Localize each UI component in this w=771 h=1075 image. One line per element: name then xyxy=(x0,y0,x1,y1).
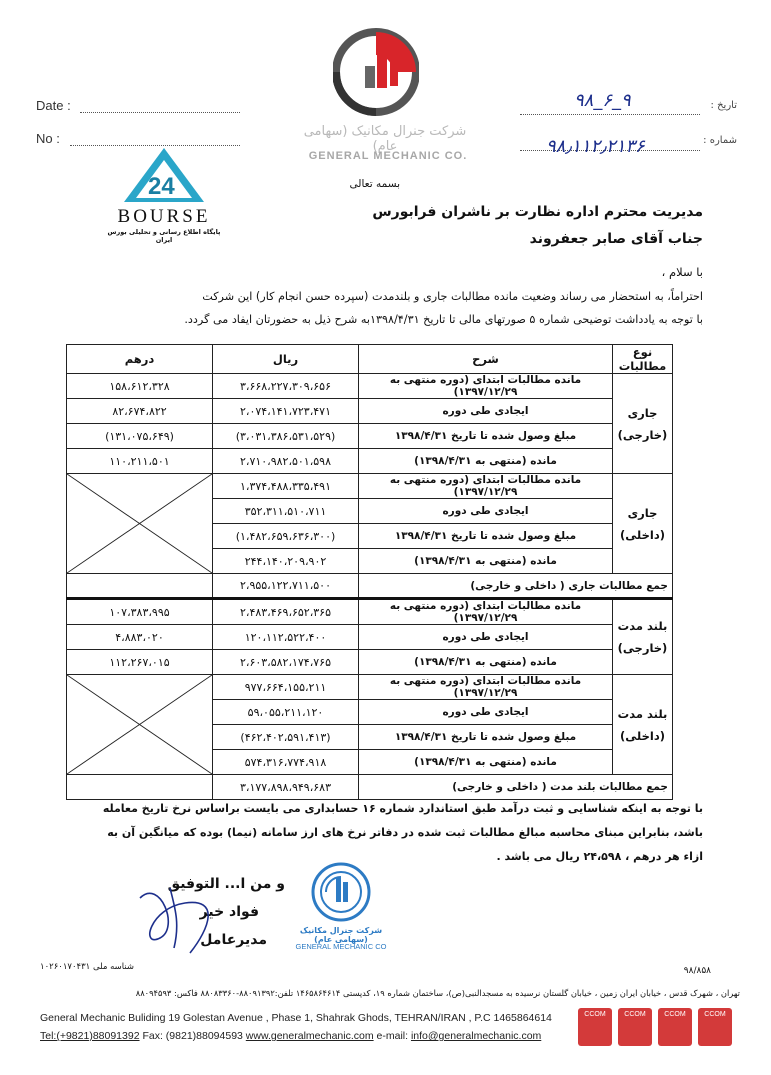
national-id xyxy=(40,962,134,972)
signature xyxy=(130,868,220,958)
total-longterm-rial: ۳،۱۷۷،۸۹۸،۹۴۹،۶۸۳ xyxy=(213,775,359,800)
bismillah: بسمه تعالی xyxy=(349,178,400,190)
bourse-name: BOURSE xyxy=(117,206,211,227)
address-fa: تهران ، شهرک قدس ، خیابان ایران زمین ، خیابان گلستان نرسیده به مسجدالنبی(ص)، ساختمان شماره ۱۹، کدپستی ۱۴۶۵۸۶۴۶۱۴ تلفن:۸۸۰۹۱۳۹۲-۸۸۰۸۳۳۶۰ فاکس: ۸۸۰۹۴۵۹۳ xyxy=(135,988,740,998)
bourse-logo-icon xyxy=(104,146,224,204)
cross-out-icon xyxy=(67,675,212,774)
row-rial: ۲،۷۱۰،۹۸۲،۵۰۱،۵۹۸ xyxy=(213,449,359,474)
handwritten-number: ۹۸٫۱۱۲٫۲۱۳۶ xyxy=(546,136,645,157)
tawfiq: و من ا... التوفیق xyxy=(167,876,285,892)
crossed-out-cell xyxy=(67,675,213,775)
company-name-en: GENERAL MECHANIC CO. xyxy=(308,150,468,162)
row-rial: ۳۵۲،۳۱۱،۵۱۰،۷۱۱ xyxy=(213,499,359,524)
header-dirham: درهم xyxy=(67,345,213,374)
row-desc: ایجادی طی دوره xyxy=(359,625,613,650)
row-desc: ایجادی طی دوره xyxy=(359,499,613,524)
cross-out-icon xyxy=(67,474,212,573)
cert-badges xyxy=(578,1008,732,1046)
header-type: نوع مطالبات xyxy=(613,345,673,374)
row-desc: مبلغ وصول شده تا تاریخ ۱۳۹۸/۴/۳۱ xyxy=(359,524,613,549)
row-rial: ۳،۶۶۸،۲۲۷،۳۰۹،۶۵۶ xyxy=(213,374,359,399)
address-en: General Mechanic Buliding 19 Golestan Avenue , Phase 1, Shahrak Ghods, TEHRAN/IRAN , P.C 1465864614 xyxy=(40,1012,552,1024)
closing-line-1: با توجه به اینکه شناسایی و ثبت درآمد طبق استاندارد شماره ۱۶ حسابداری می بایست براساس نرخ تاریخ معامله xyxy=(102,802,703,815)
row-desc: مانده مطالبات ابتدای (دوره منتهی به ۱۳۹۷/۱۲/۲۹) xyxy=(359,675,613,700)
row-dirham: ۱۵۸،۶۱۲،۳۲۸ xyxy=(67,374,213,399)
table-row xyxy=(67,449,673,474)
type-current-domestic: جاری (داخلی) xyxy=(613,474,673,574)
table-total-row xyxy=(67,574,673,599)
table-row xyxy=(67,424,673,449)
row-rial: ۵۷۴،۳۱۶،۷۷۴،۹۱۸ xyxy=(213,750,359,775)
contact-line xyxy=(40,1030,541,1042)
row-dirham: ۱۱۰،۲۱۱،۵۰۱ xyxy=(67,449,213,474)
row-rial: ۲،۰۷۴،۱۴۱،۷۲۳،۴۷۱ xyxy=(213,399,359,424)
row-desc: ایجادی طی دوره xyxy=(359,399,613,424)
intro-line-1: احتراماً، به استحضار می رساند وضعیت مانده مطالبات جاری و بلندمدت (سپرده حسن انجام کار) این شرکت xyxy=(202,290,703,303)
stamp-text-fa: شرکت جنرال مکانیک (سهامی عام) xyxy=(299,926,383,944)
handwritten-date: ۹۸_۶_۹ xyxy=(574,90,631,111)
bourse-watermark xyxy=(104,146,224,244)
greeting: با سلام ، xyxy=(661,265,703,279)
table-row xyxy=(67,374,673,399)
company-stamp xyxy=(286,860,396,970)
row-rial: ۵۹،۰۵۵،۲۱۱،۱۲۰ xyxy=(213,700,359,725)
national-id-value: ۱۰۲۶۰۱۷۰۴۳۱ xyxy=(40,962,91,972)
row-dirham: ۱۰۷،۳۸۳،۹۹۵ xyxy=(67,599,213,625)
email-label: e-mail: xyxy=(376,1030,409,1042)
row-dirham: ۸۲،۶۷۴،۸۲۲ xyxy=(67,399,213,424)
row-desc: مانده (منتهی به ۱۳۹۸/۴/۳۱) xyxy=(359,750,613,775)
row-rial: (۴۶۲،۴۰۲،۵۹۱،۴۱۳) xyxy=(213,725,359,750)
intro-line-2: با توجه به یادداشت توضیحی شماره ۵ صورتهای مالی تا تاریخ ۱۳۹۸/۴/۳۱به شرح ذیل به حضورتان ایفاد می گردد. xyxy=(184,313,703,326)
total-current-label: جمع مطالبات جاری ( داخلی و خارجی) xyxy=(359,574,673,599)
row-desc: مانده (منتهی به ۱۳۹۸/۴/۳۱) xyxy=(359,449,613,474)
row-desc: مبلغ وصول شده تا تاریخ ۱۳۹۸/۴/۳۱ xyxy=(359,725,613,750)
row-rial: ۹۷۷،۶۶۴،۱۵۵،۲۱۱ xyxy=(213,675,359,700)
row-desc: مانده مطالبات ابتدای (دوره منتهی به ۱۳۹۷/۱۲/۲۹) xyxy=(359,474,613,499)
table-header-row xyxy=(67,345,673,374)
cert-badge-icon: CCOM xyxy=(698,1008,732,1046)
date-line-fa xyxy=(520,114,700,115)
national-id-label: شناسه ملی xyxy=(92,962,135,972)
table-row xyxy=(67,625,673,650)
date-line-en xyxy=(80,112,240,113)
svg-text:24: 24 xyxy=(148,173,175,200)
total-longterm-label: جمع مطالبات بلند مدت ( داخلی و خارجی) xyxy=(359,775,673,800)
row-dirham: ۴،۸۸۳،۰۲۰ xyxy=(67,625,213,650)
row-rial: ۱،۳۷۴،۴۸۸،۳۳۵،۴۹۱ xyxy=(213,474,359,499)
no-label-fa: شماره : xyxy=(703,135,737,146)
date-label-fa: تاریخ : xyxy=(710,100,737,111)
empty-cell xyxy=(67,574,213,599)
closing-line-3: ازاء هر درهم ، ۲۴،۵۹۸ ریال می باشد . xyxy=(496,850,703,863)
table-total-row xyxy=(67,775,673,800)
empty-cell xyxy=(67,775,213,800)
fax: Fax: (9821)88094593 xyxy=(142,1030,243,1042)
recipient-line-1: مدیریت محترم اداره نظارت بر ناشران فرابورس xyxy=(372,204,703,220)
no-label-en: No : xyxy=(36,131,60,146)
ref-code: ۹۸/۸۵۸ xyxy=(683,966,711,976)
header-desc: شرح xyxy=(359,345,613,374)
row-rial: (۳،۰۳۱،۳۸۶،۵۳۱،۵۲۹) xyxy=(213,424,359,449)
row-desc: مانده (منتهی به ۱۳۹۸/۴/۳۱) xyxy=(359,549,613,574)
row-desc: مانده (منتهی به ۱۳۹۸/۴/۳۱) xyxy=(359,650,613,675)
bourse-tagline: پایگاه اطلاع رسانی و تحلیلی بورس ایران xyxy=(107,228,221,244)
row-rial: ۲۴۴،۱۴۰،۲۰۹،۹۰۲ xyxy=(213,549,359,574)
cert-badge-icon: CCOM xyxy=(658,1008,692,1046)
website-link[interactable]: www.generalmechanic.com xyxy=(245,1030,374,1042)
cert-badge-icon: CCOM xyxy=(618,1008,652,1046)
row-desc: مانده مطالبات ابتدای (دوره منتهی به ۱۳۹۷/۱۲/۲۹) xyxy=(359,599,613,625)
date-label-en: Date : xyxy=(36,98,71,113)
row-desc: مبلغ وصول شده تا تاریخ ۱۳۹۸/۴/۳۱ xyxy=(359,424,613,449)
header-rial: ریال xyxy=(213,345,359,374)
crossed-out-cell xyxy=(67,474,213,574)
recipient-line-2: جناب آقای صابر جعفروند xyxy=(529,231,703,247)
row-desc: ایجادی طی دوره xyxy=(359,700,613,725)
row-rial: ۲،۶۰۳،۵۸۲،۱۷۴،۷۶۵ xyxy=(213,650,359,675)
table-row xyxy=(67,474,673,499)
email-link[interactable]: info@generalmechanic.com xyxy=(410,1030,542,1042)
row-desc: مانده مطالبات ابتدای (دوره منتهی به ۱۳۹۷/۱۲/۲۹) xyxy=(359,374,613,399)
total-current-rial: ۲،۹۵۵،۱۲۲،۷۱۱،۵۰۰ xyxy=(213,574,359,599)
row-rial: (۱،۴۸۲،۶۵۹،۶۳۶،۳۰۰) xyxy=(213,524,359,549)
row-dirham: ۱۱۲،۲۶۷،۰۱۵ xyxy=(67,650,213,675)
type-current-foreign: جاری (خارجی) xyxy=(613,374,673,474)
table-row xyxy=(67,599,673,625)
tel: Tel:(+9821)88091392 xyxy=(40,1030,140,1042)
cert-badge-icon: CCOM xyxy=(578,1008,612,1046)
table-row xyxy=(67,399,673,424)
row-rial: ۱۲۰،۱۱۲،۵۲۲،۴۰۰ xyxy=(213,625,359,650)
type-longterm-domestic: بلند مدت (داخلی) xyxy=(613,675,673,775)
company-name-fa: شرکت جنرال مکانیک (سهامی عام) xyxy=(303,124,467,154)
stamp-logo-icon xyxy=(306,860,376,924)
receivables-table xyxy=(66,344,673,800)
stamp-text-en: GENERAL MECHANIC CO xyxy=(295,942,387,951)
row-dirham: (۱۳۱،۰۷۵،۶۴۹) xyxy=(67,424,213,449)
table-row xyxy=(67,675,673,700)
row-rial: ۲،۴۸۳،۴۶۹،۶۵۲،۳۶۵ xyxy=(213,599,359,625)
signer-title: مدیرعامل xyxy=(200,932,267,948)
table-row xyxy=(67,650,673,675)
type-longterm-foreign: بلند مدت (خارجی) xyxy=(613,599,673,675)
signer-name: فواد خیر xyxy=(199,904,259,920)
company-logo xyxy=(333,26,419,118)
closing-line-2: باشد، بنابراین مبنای محاسبه مبالغ مطالبات ثبت شده در دفاتر نرخ های ارز سامانه (نیما) بوده که میانگین آن به xyxy=(107,826,703,839)
